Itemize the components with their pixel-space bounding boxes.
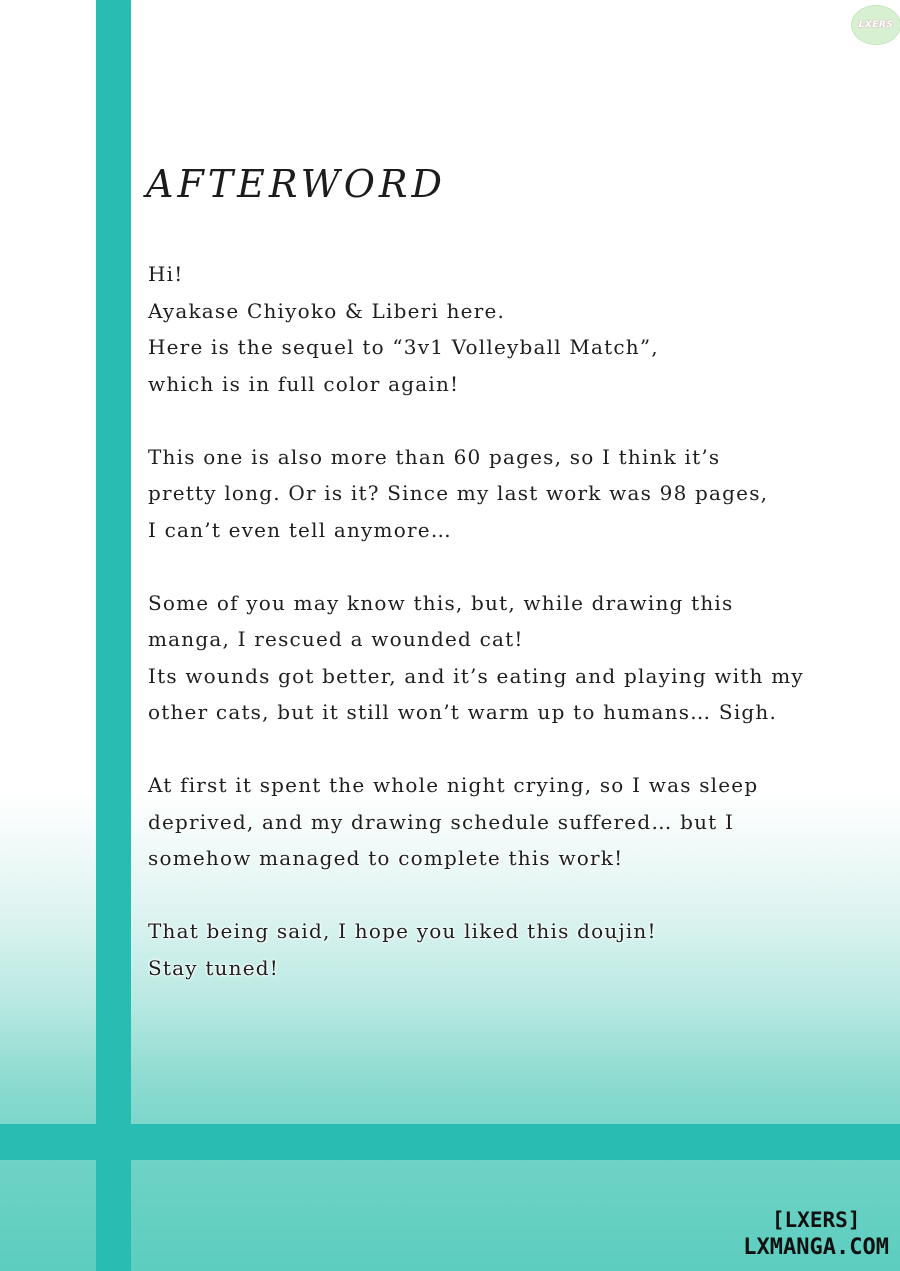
text-line: This one is also more than 60 pages, so I think it’s bbox=[148, 444, 721, 469]
text-line: Hi! bbox=[148, 262, 184, 286]
watermark-line-brand: [LXERS] bbox=[771, 1208, 861, 1232]
paragraph-schedule bbox=[148, 767, 878, 877]
text-line: I can’t even tell anymore… bbox=[148, 517, 452, 542]
text-line: manga, I rescued a wounded cat! bbox=[148, 627, 524, 651]
text-line: which is in full color again! bbox=[148, 371, 460, 396]
paragraph-length bbox=[148, 439, 878, 549]
lxers-badge-logo bbox=[851, 5, 900, 45]
afterword-body bbox=[148, 256, 878, 1023]
watermark-line-site: LXMANGA.COM bbox=[743, 1235, 889, 1260]
lxmanga-watermark bbox=[743, 1207, 889, 1261]
text-line: Stay tuned! bbox=[148, 955, 279, 980]
text-line: Ayakase Chiyoko & Liberi here. bbox=[148, 298, 506, 323]
horizontal-teal-stripe bbox=[0, 1124, 900, 1160]
vertical-teal-stripe bbox=[96, 0, 131, 1271]
text-line: pretty long. Or is it? Since my last work was 98 pages, bbox=[148, 481, 769, 505]
text-line: other cats, but it still won’t warm up to humans… Sigh. bbox=[148, 700, 778, 724]
text-line: At first it spent the whole night crying, so I was sleep bbox=[148, 773, 759, 797]
paragraph-closing bbox=[148, 913, 878, 986]
text-line: Here is the sequel to “3v1 Volleyball Match”, bbox=[148, 335, 659, 359]
text-line: Some of you may know this, but, while drawing this bbox=[148, 590, 734, 615]
paragraph-cat bbox=[148, 585, 878, 731]
page-title: AFTERWORD bbox=[146, 162, 446, 206]
text-line: Its wounds got better, and it’s eating and playing with my bbox=[148, 663, 804, 688]
text-line: somehow managed to complete this work! bbox=[148, 846, 624, 870]
text-line: deprived, and my drawing schedule suffered… but I bbox=[148, 809, 735, 834]
text-line: That being said, I hope you liked this doujin! bbox=[148, 919, 657, 943]
lxers-badge-text: LXERS bbox=[858, 20, 894, 30]
paragraph-greeting bbox=[148, 256, 878, 402]
